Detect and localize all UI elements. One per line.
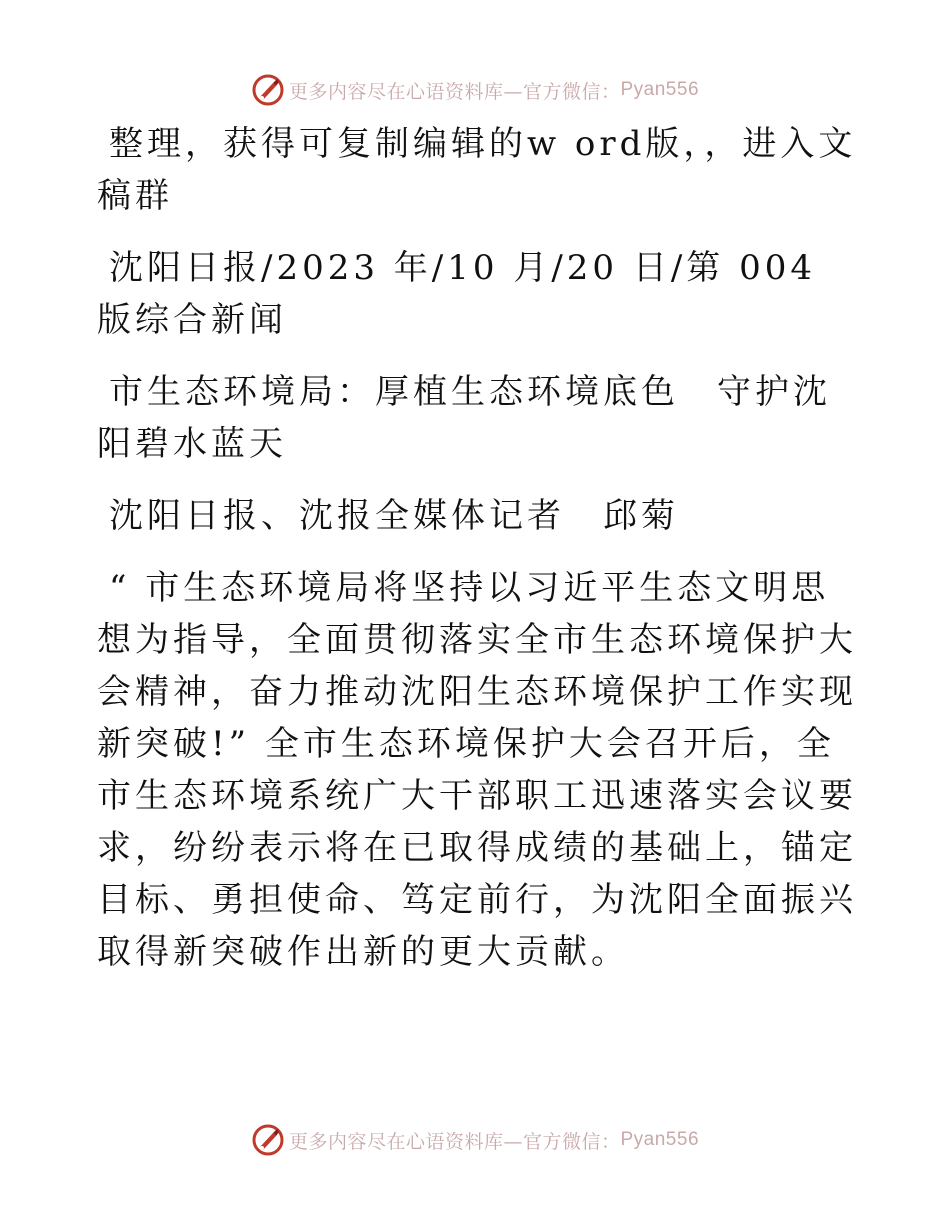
watermark-text: 更多内容尽在心语资料库—官方微信： <box>288 1130 621 1153</box>
article-headline: 市生态环境局：厚植生态环境底色 守护沈阳碧水蓝天 <box>97 372 831 464</box>
header-watermark <box>0 70 950 110</box>
source-note: 整理，获得可复制编辑的w ord版，，进入文稿群 <box>97 124 857 216</box>
footer-watermark <box>0 1120 950 1160</box>
publication-line: 沈阳日报/2023 年/10 月/20 日/第 004 版综合新闻 <box>97 248 817 340</box>
pen-seal-icon <box>251 1123 285 1157</box>
article-paragraph: “ 市生态环境局将坚持以习近平生态文明思想为指导，全面贯彻落实全市生态环境保护大会精神，奋力推动沈阳生态环境保护工作实现新突破!” 全市生态环境保护大会召开后，全市生态环境系统广大干部职工迅速落实会议要求，纷纷表示将在已取得成绩的基础上，锚定目标、勇担使命、笃定前行，为沈阳全面振兴取得新突破作出新的更大贡献。 <box>97 568 857 972</box>
watermark-text: 更多内容尽在心语资料库—官方微信： <box>288 80 621 103</box>
wechat-id: Pyan556 <box>620 1129 700 1150</box>
pen-seal-icon <box>251 73 285 107</box>
byline: 沈阳日报、沈报全媒体记者 邱菊 <box>109 496 679 536</box>
document-body <box>97 118 857 998</box>
wechat-id: Pyan556 <box>620 79 700 100</box>
